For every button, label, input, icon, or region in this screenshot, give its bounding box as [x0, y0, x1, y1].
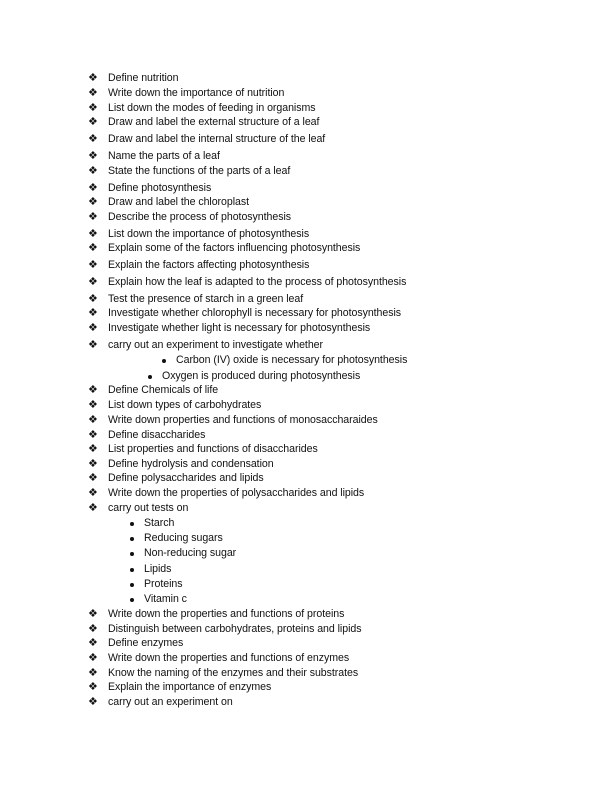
sub-bullet-icon — [130, 583, 134, 587]
list-item: Explain how the leaf is adapted to the process of photosynthesis — [108, 276, 407, 288]
bullet-icon: ❖ — [88, 502, 98, 514]
list-item: carry out an experiment on — [108, 696, 233, 708]
list-item: Distinguish between carbohydrates, proteins and lipids — [108, 623, 362, 635]
bullet-icon: ❖ — [88, 196, 98, 208]
list-item: Name the parts of a leaf — [108, 150, 220, 162]
sub-bullet-icon — [130, 522, 134, 526]
list-item: Explain some of the factors influencing photosynthesis — [108, 242, 361, 254]
bullet-icon: ❖ — [88, 133, 98, 145]
list-item: List down the importance of photosynthesis — [108, 228, 310, 240]
list-item: List down the modes of feeding in organisms — [108, 102, 316, 114]
list-item: Describe the process of photosynthesis — [108, 211, 291, 223]
list-item: Write down the properties and functions of enzymes — [108, 652, 350, 664]
list-item: List down types of carbohydrates — [108, 399, 262, 411]
bullet-icon: ❖ — [88, 182, 98, 194]
list-item: Define hydrolysis and condensation — [108, 458, 274, 470]
sub-bullet-icon — [148, 375, 152, 379]
sub-list-item: Starch — [144, 517, 175, 529]
sub-list-item: Reducing sugars — [144, 532, 223, 544]
bullet-icon: ❖ — [88, 339, 98, 351]
sub-list-item: Proteins — [144, 578, 183, 590]
bullet-icon: ❖ — [88, 87, 98, 99]
bullet-icon: ❖ — [88, 384, 98, 396]
bullet-icon: ❖ — [88, 150, 98, 162]
sub-bullet-icon — [162, 359, 166, 363]
list-item: carry out tests on — [108, 502, 189, 514]
bullet-icon: ❖ — [88, 211, 98, 223]
sub-list-item: Vitamin c — [144, 593, 187, 605]
sub-bullet-icon — [130, 552, 134, 556]
list-item: Investigate whether light is necessary for photosynthesis — [108, 322, 371, 334]
list-item: Define photosynthesis — [108, 182, 212, 194]
list-item: State the functions of the parts of a leaf — [108, 165, 291, 177]
bullet-icon: ❖ — [88, 116, 98, 128]
sub-list-item: Non-reducing sugar — [144, 547, 237, 559]
bullet-icon: ❖ — [88, 652, 98, 664]
bullet-icon: ❖ — [88, 667, 98, 679]
sub-list-item: Lipids — [144, 563, 172, 575]
list-item: Draw and label the external structure of a leaf — [108, 116, 320, 128]
bullet-icon: ❖ — [88, 72, 98, 84]
bullet-icon: ❖ — [88, 696, 98, 708]
bullet-icon: ❖ — [88, 322, 98, 334]
bullet-icon: ❖ — [88, 102, 98, 114]
bullet-icon: ❖ — [88, 228, 98, 240]
list-item: Test the presence of starch in a green leaf — [108, 293, 304, 305]
bullet-icon: ❖ — [88, 623, 98, 635]
list-item: Investigate whether chlorophyll is necessary for photosynthesis — [108, 307, 402, 319]
bullet-icon: ❖ — [88, 242, 98, 254]
sub-bullet-icon — [130, 598, 134, 602]
bullet-icon: ❖ — [88, 259, 98, 271]
list-item: Explain the factors affecting photosynthesis — [108, 259, 310, 271]
bullet-icon: ❖ — [88, 681, 98, 693]
sub-bullet-icon — [130, 568, 134, 572]
list-item: Know the naming of the enzymes and their substrates — [108, 667, 359, 679]
bullet-icon: ❖ — [88, 276, 98, 288]
list-item: List properties and functions of disaccharides — [108, 443, 318, 455]
bullet-icon: ❖ — [88, 429, 98, 441]
bullet-icon: ❖ — [88, 399, 98, 411]
list-item: Explain the importance of enzymes — [108, 681, 272, 693]
sub-list-item: Oxygen is produced during photosynthesis — [162, 370, 361, 382]
sub-bullet-icon — [130, 537, 134, 541]
bullet-icon: ❖ — [88, 293, 98, 305]
list-item: Write down properties and functions of monosaccharaides — [108, 414, 378, 426]
list-item: Define disaccharides — [108, 429, 206, 441]
list-item: carry out an experiment to investigate whether — [108, 339, 323, 351]
list-item: Define polysaccharides and lipids — [108, 472, 264, 484]
sub-list-item: Carbon (IV) oxide is necessary for photosynthesis — [176, 354, 408, 366]
bullet-icon: ❖ — [88, 487, 98, 499]
bullet-icon: ❖ — [88, 637, 98, 649]
list-item: Draw and label the internal structure of the leaf — [108, 133, 326, 145]
bullet-icon: ❖ — [88, 472, 98, 484]
bullet-icon: ❖ — [88, 414, 98, 426]
bullet-icon: ❖ — [88, 458, 98, 470]
bullet-icon: ❖ — [88, 307, 98, 319]
list-item: Write down the properties and functions of proteins — [108, 608, 345, 620]
bullet-icon: ❖ — [88, 443, 98, 455]
list-item: Write down the importance of nutrition — [108, 87, 285, 99]
list-item: Draw and label the chloroplast — [108, 196, 250, 208]
bullet-icon: ❖ — [88, 608, 98, 620]
list-item: Write down the properties of polysaccharides and lipids — [108, 487, 365, 499]
bullet-icon: ❖ — [88, 165, 98, 177]
list-item: Define enzymes — [108, 637, 184, 649]
list-item: Define nutrition — [108, 72, 179, 84]
list-item: Define Chemicals of life — [108, 384, 219, 396]
